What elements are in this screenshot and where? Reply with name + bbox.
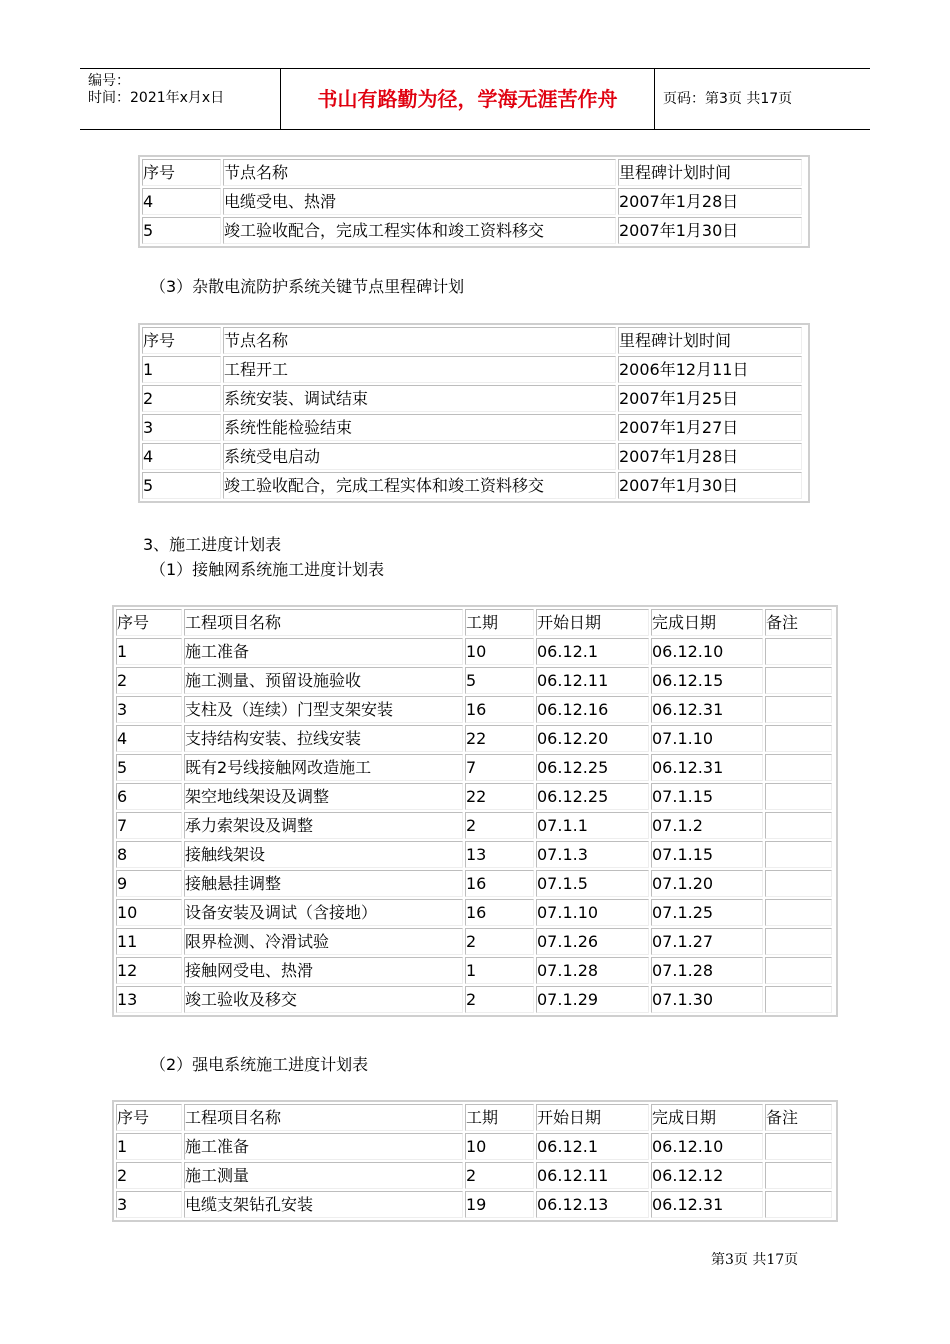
table-row [116,841,832,868]
table-cell: 支持结构安装、拉线安装 [184,725,463,752]
header-cell: 序号 [142,159,221,186]
table-cell: 支柱及（连续）门型支架安装 [184,696,463,723]
table-cell: 工程开工 [223,356,616,383]
table-cell: 07.1.26 [536,928,649,955]
table-cell: 3 [142,414,221,441]
table-row [116,870,832,897]
header-cell: 工程项目名称 [184,609,463,636]
table-row [142,414,802,441]
table-cell: 2007年1月30日 [618,217,802,244]
catenary-schedule-title: （1）接触网系统施工进度计划表 [150,560,385,579]
table-cell: 系统受电启动 [223,443,616,470]
table-cell: 07.1.15 [651,841,763,868]
table-cell: 06.12.10 [651,638,763,665]
header-page-info: 页码：第3页 共17页 [663,91,793,107]
table-cell: 4 [142,443,221,470]
table-cell: 10 [465,638,534,665]
table-row [142,356,802,383]
table-row [116,1162,832,1189]
table-cell: 8 [116,841,182,868]
table-cell: 07.1.1 [536,812,649,839]
table-cell: 13 [465,841,534,868]
table-cell: 2007年1月27日 [618,414,802,441]
schedule-heading: 3、施工进度计划表 [143,535,282,554]
table-cell: 07.1.2 [651,812,763,839]
table-row [116,1191,832,1218]
table-row [116,725,832,752]
table-cell: 13 [116,986,182,1013]
header-cell: 里程碑计划时间 [618,159,802,186]
table-cell: 系统性能检验结束 [223,414,616,441]
table-row [142,443,802,470]
table-cell: 2007年1月28日 [618,443,802,470]
header-cell: 序号 [142,327,221,354]
table-cell: 10 [465,1133,534,1160]
table-cell: 2 [465,812,534,839]
table-cell [765,986,832,1013]
table-cell [765,812,832,839]
header-cell: 备注 [765,1104,832,1131]
stray-current-milestone-table [138,323,810,503]
table-cell: 电缆支架钻孔安装 [184,1191,463,1218]
table-cell: 06.12.12 [651,1162,763,1189]
table-cell: 2 [465,928,534,955]
page-footer: 第3页 共17页 [711,1252,799,1268]
table-cell: 4 [142,188,221,215]
table-cell: 07.1.30 [651,986,763,1013]
header-cell: 节点名称 [223,159,616,186]
table-cell: 06.12.1 [536,1133,649,1160]
table-cell: 1 [142,356,221,383]
table-cell: 2007年1月28日 [618,188,802,215]
table-cell: 19 [465,1191,534,1218]
table-cell [765,667,832,694]
table-header-row [116,1104,832,1131]
table-row [116,638,832,665]
table-cell: 施工测量、预留设施验收 [184,667,463,694]
table-cell [765,841,832,868]
table-row [142,472,802,499]
table-cell: 7 [465,754,534,781]
table-cell: 竣工验收配合，完成工程实体和竣工资料移交 [223,217,616,244]
table-cell: 22 [465,783,534,810]
header-meta [80,69,281,129]
header-cell: 序号 [116,1104,182,1131]
header-cell: 工期 [465,1104,534,1131]
table-row [116,957,832,984]
table-cell: 06.12.25 [536,783,649,810]
table-cell: 系统安装、调试结束 [223,385,616,412]
table-cell: 11 [116,928,182,955]
header-motto: 书山有路勤为径，学海无涯苦作舟 [281,69,655,129]
table-cell: 07.1.29 [536,986,649,1013]
catenary-schedule-table [112,605,838,1017]
table-cell: 07.1.10 [536,899,649,926]
table-header-row [116,609,832,636]
table-cell: 06.12.25 [536,754,649,781]
table-cell: 7 [116,812,182,839]
table-cell [765,1191,832,1218]
table-row [116,754,832,781]
table-cell: 2007年1月25日 [618,385,802,412]
table-cell: 06.12.31 [651,1191,763,1218]
table-cell: 电缆受电、热滑 [223,188,616,215]
table-cell: 06.12.13 [536,1191,649,1218]
table-cell: 06.12.10 [651,1133,763,1160]
table-cell: 既有2号线接触网改造施工 [184,754,463,781]
table-cell: 06.12.31 [651,696,763,723]
table-cell: 07.1.28 [536,957,649,984]
table-cell: 施工准备 [184,1133,463,1160]
table-cell: 竣工验收及移交 [184,986,463,1013]
table-cell: 16 [465,899,534,926]
table-cell: 5 [116,754,182,781]
table-cell: 06.12.31 [651,754,763,781]
table-cell [765,957,832,984]
table-row [142,217,802,244]
table-cell [765,754,832,781]
page-header [80,68,870,130]
table-cell: 施工准备 [184,638,463,665]
table-cell: 4 [116,725,182,752]
table-row [116,667,832,694]
table-cell: 1 [465,957,534,984]
table-row [142,188,802,215]
table-cell: 2006年12月11日 [618,356,802,383]
table-cell: 07.1.3 [536,841,649,868]
table-cell: 07.1.5 [536,870,649,897]
milestone-table-continued [138,155,810,248]
code-label: 编号： [88,73,130,89]
table-cell: 3 [116,1191,182,1218]
table-cell [765,783,832,810]
table-cell: 限界检测、冷滑试验 [184,928,463,955]
table-cell: 接触线架设 [184,841,463,868]
header-cell: 完成日期 [651,1104,763,1131]
table-cell [765,870,832,897]
table-cell: 2 [116,667,182,694]
table-row [142,385,802,412]
table-cell: 2 [465,986,534,1013]
table-cell: 1 [116,638,182,665]
table-cell: 接触网受电、热滑 [184,957,463,984]
table-header-row [142,327,802,354]
table-cell [765,899,832,926]
header-cell: 里程碑计划时间 [618,327,802,354]
table-cell: 5 [142,472,221,499]
table-cell [765,1162,832,1189]
table-cell [765,928,832,955]
table-row [116,928,832,955]
table-cell: 07.1.28 [651,957,763,984]
table-cell [765,696,832,723]
table-cell: 设备安装及调试（含接地） [184,899,463,926]
table-row [116,696,832,723]
table-cell: 3 [116,696,182,723]
table-cell: 07.1.10 [651,725,763,752]
table-cell: 06.12.15 [651,667,763,694]
table-cell: 06.12.20 [536,725,649,752]
table-row [116,783,832,810]
header-cell: 完成日期 [651,609,763,636]
table-cell: 2007年1月30日 [618,472,802,499]
header-cell: 序号 [116,609,182,636]
table-cell: 施工测量 [184,1162,463,1189]
header-cell: 节点名称 [223,327,616,354]
table-cell: 07.1.27 [651,928,763,955]
table-header-row [142,159,802,186]
table-cell: 07.1.25 [651,899,763,926]
table-cell [765,638,832,665]
table-row [116,986,832,1013]
date-label: 时间：2021年x月x日 [88,90,225,106]
table-cell: 07.1.15 [651,783,763,810]
header-cell: 开始日期 [536,1104,649,1131]
table-cell: 2 [465,1162,534,1189]
table-cell: 12 [116,957,182,984]
header-cell: 备注 [765,609,832,636]
table-cell: 5 [465,667,534,694]
table-cell: 10 [116,899,182,926]
table-cell: 竣工验收配合，完成工程实体和竣工资料移交 [223,472,616,499]
table-cell: 16 [465,870,534,897]
table-cell: 1 [116,1133,182,1160]
table-cell: 9 [116,870,182,897]
table-cell: 06.12.1 [536,638,649,665]
table-cell: 2 [116,1162,182,1189]
table-cell: 架空地线架设及调整 [184,783,463,810]
table-row [116,812,832,839]
table-row [116,899,832,926]
table-cell: 16 [465,696,534,723]
section-3-title: （3）杂散电流防护系统关键节点里程碑计划 [150,277,465,296]
table-cell [765,1133,832,1160]
table-cell: 接触悬挂调整 [184,870,463,897]
power-schedule-title: （2）强电系统施工进度计划表 [150,1055,369,1074]
table-cell: 2 [142,385,221,412]
table-cell: 06.12.16 [536,696,649,723]
table-cell: 6 [116,783,182,810]
header-cell: 工程项目名称 [184,1104,463,1131]
power-schedule-table [112,1100,838,1222]
table-cell: 5 [142,217,221,244]
table-cell: 承力索架设及调整 [184,812,463,839]
header-cell: 工期 [465,609,534,636]
table-cell: 06.12.11 [536,1162,649,1189]
table-cell [765,725,832,752]
table-cell: 22 [465,725,534,752]
table-cell: 07.1.20 [651,870,763,897]
header-cell: 开始日期 [536,609,649,636]
table-row [116,1133,832,1160]
table-cell: 06.12.11 [536,667,649,694]
